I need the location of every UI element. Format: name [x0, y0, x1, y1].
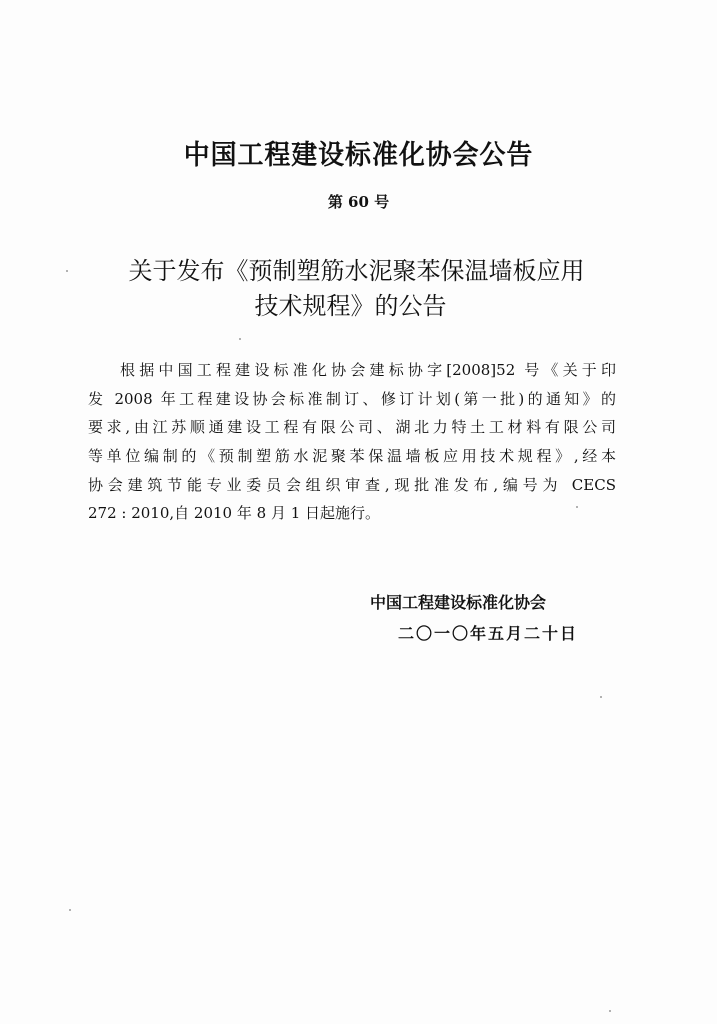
body-line: 发 2008 年工程建设协会标准制订、修订计划(第一批)的通知》的 [88, 390, 616, 408]
signature-date: 二〇一〇年五月二十日 [398, 624, 579, 643]
scan-speck [576, 506, 578, 508]
body-line: 根据中国工程建设标准化协会建标协字[2008]52 号《关于印 [120, 361, 616, 379]
signature-organization: 中国工程建设标准化协会 [370, 593, 547, 612]
scan-speck [69, 909, 71, 911]
scan-speck [600, 696, 602, 698]
subject-line-2: 技术规程》的公告 [254, 292, 447, 320]
scan-speck [239, 338, 241, 340]
scan-speck [66, 270, 68, 272]
page-title: 中国工程建设标准化协会公告 [183, 140, 534, 171]
issue-number: 第 60 号 [327, 193, 390, 211]
body-line: 要求,由江苏顺通建设工程有限公司、湖北力特土工材料有限公司 [88, 418, 616, 436]
subject-line-1: 关于发布《预制塑筋水泥聚苯保温墙板应用 [128, 257, 585, 285]
body-line: 协会建筑节能专业委员会组织审查,现批准发布,编号为 CECS [88, 476, 616, 494]
body-line: 等单位编制的《预制塑筋水泥聚苯保温墙板应用技术规程》,经本 [88, 447, 616, 465]
body-line: 272 : 2010,自 2010 年 8 月 1 日起施行。 [88, 504, 381, 522]
scan-speck [609, 1010, 611, 1012]
